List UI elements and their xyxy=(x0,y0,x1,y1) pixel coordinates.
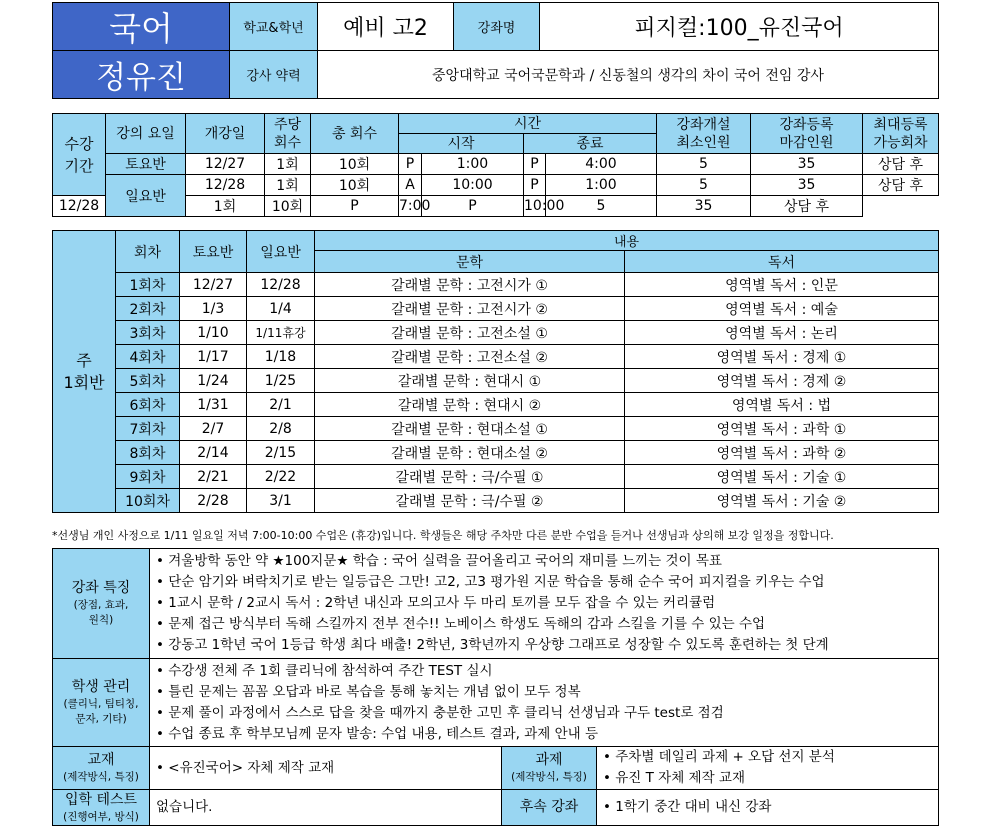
col-reading: 독서 xyxy=(625,251,939,273)
col-start-date: 개강일 xyxy=(186,114,265,154)
entrance-sub: (진행여부, 방식) xyxy=(63,810,139,823)
schedule-row xyxy=(53,297,939,321)
schedule-row xyxy=(53,273,939,297)
period-date: 12/28 xyxy=(53,196,106,217)
col-day: 강의 요일 xyxy=(106,114,186,154)
col-extra: 최대등록 가능회차 xyxy=(863,114,939,154)
schedule-literature: 갈래별 문학 : 극/수필 ② xyxy=(315,489,625,513)
entrance-label xyxy=(53,790,150,826)
schedule-row xyxy=(53,441,939,465)
period-end-ampm: P xyxy=(524,154,546,175)
schedule-session: 6회차 xyxy=(116,393,180,417)
period-end: 10:00 xyxy=(524,196,546,217)
schedule-sun-date: 12/28 xyxy=(247,273,315,297)
grade-label: 학교&학년 xyxy=(230,3,318,51)
schedule-sun-date: 2/1 xyxy=(247,393,315,417)
schedule-reading: 영역별 독서 : 경제 ② xyxy=(625,369,939,393)
period-date: 12/27 xyxy=(186,154,265,175)
schedule-literature: 갈래별 문학 : 현대소설 ② xyxy=(315,441,625,465)
management-item: • 수업 종료 후 학부모님께 문자 발송: 수업 내용, 테스트 결과, 과제 안내 등 xyxy=(156,725,599,742)
col-time: 시간 xyxy=(399,114,657,134)
schedule-reading: 영역별 독서 : 법 xyxy=(625,393,939,417)
period-min: 5 xyxy=(546,196,657,217)
col-total: 총 회수 xyxy=(311,114,399,154)
period-extra: 상담 후 xyxy=(863,175,939,196)
schedule-reading: 영역별 독서 : 예술 xyxy=(625,297,939,321)
schedule-table xyxy=(52,230,939,513)
col-min: 강좌개설 최소인원 xyxy=(657,114,751,154)
col-max: 강좌등록 마감인원 xyxy=(751,114,863,154)
management-item: • 수강생 전체 주 1회 클리닉에 참석하여 주간 TEST 실시 xyxy=(156,662,493,679)
schedule-session: 8회차 xyxy=(116,441,180,465)
schedule-sat-date: 1/17 xyxy=(180,345,247,369)
homework-item: • 주차별 데일리 과제 + 오답 선지 분석 xyxy=(603,749,835,765)
schedule-sat-date: 1/24 xyxy=(180,369,247,393)
period-date: 12/28 xyxy=(186,175,265,196)
schedule-side-label: 주 1회반 xyxy=(53,231,116,513)
period-start: 10:00 xyxy=(422,175,524,196)
schedule-sun-date: 1/11휴강 xyxy=(247,321,315,345)
schedule-literature: 갈래별 문학 : 고전소설 ② xyxy=(315,345,625,369)
period-end: 1:00 xyxy=(546,175,657,196)
schedule-literature: 갈래별 문학 : 현대소설 ① xyxy=(315,417,625,441)
period-table xyxy=(52,113,939,217)
entrance-title: 입학 테스트 xyxy=(64,791,138,808)
schedule-session: 4회차 xyxy=(116,345,180,369)
schedule-note: *선생님 개인 사정으로 1/11 일요일 저녁 7:00-10:00 수업은 (휴강)입니다. 학생들은 해당 주차만 다른 분반 수업을 듣거나 선생님과 상의해 보강 일정을 정합니다. xyxy=(52,529,834,542)
management-sub: (클리닉, 팀티칭, 문자, 기타) xyxy=(63,698,139,725)
schedule-literature: 갈래별 문학 : 고전시가 ② xyxy=(315,297,625,321)
schedule-session: 1회차 xyxy=(116,273,180,297)
feature-item: • 겨울방학 동안 약 ★100지문★ 학습 : 국어 실력을 끌어올리고 국어의 재미를 느끼는 것이 목표 xyxy=(156,553,722,569)
schedule-row xyxy=(53,369,939,393)
profile-label: 강사 약력 xyxy=(230,51,318,99)
period-end-ampm: P xyxy=(524,175,546,196)
period-total: 10회 xyxy=(265,196,311,217)
schedule-session: 5회차 xyxy=(116,369,180,393)
header-table xyxy=(52,2,939,99)
schedule-sun-date: 2/15 xyxy=(247,441,315,465)
period-side-label: 수강 기간 xyxy=(53,114,106,196)
period-min: 5 xyxy=(657,154,751,175)
period-total: 10회 xyxy=(311,154,399,175)
period-max: 35 xyxy=(751,175,863,196)
col-weekly: 주당 회수 xyxy=(265,114,311,154)
period-start: 7:00 xyxy=(399,196,422,217)
schedule-sun-date: 2/22 xyxy=(247,465,315,489)
schedule-reading: 영역별 독서 : 경제 ① xyxy=(625,345,939,369)
course-value: 피지컬:100_유진국어 xyxy=(540,3,939,51)
period-max: 35 xyxy=(751,154,863,175)
features-sub: (장점, 효과, 원칙) xyxy=(73,599,129,626)
entrance-value: 없습니다. xyxy=(150,790,502,826)
info-table xyxy=(52,548,939,826)
feature-item: • 단순 암기와 벼락치기로 받는 일등급은 그만! 고2, 고3 평가원 지문 학습을 통해 순수 국어 피지컬을 키우는 수업 xyxy=(156,574,825,590)
management-label xyxy=(53,659,150,747)
material-label xyxy=(53,747,150,790)
period-extra: 상담 후 xyxy=(863,154,939,175)
followup-value: • 1학기 중간 대비 내신 강좌 xyxy=(597,790,939,826)
period-start-ampm: P xyxy=(311,196,399,217)
homework-label xyxy=(502,747,597,790)
management-list xyxy=(150,659,939,747)
period-min: 5 xyxy=(657,175,751,196)
management-title: 학생 관리 xyxy=(71,679,131,695)
feature-item: • 강동고 1학년 국어 1등급 학생 최다 배출! 2학년, 3학년까지 우상향 그래프로 성장할 수 있도록 훈련하는 첫 단계 xyxy=(156,637,829,653)
schedule-session: 7회차 xyxy=(116,417,180,441)
schedule-sat-date: 2/14 xyxy=(180,441,247,465)
col-session: 회차 xyxy=(116,231,180,273)
followup-label: 후속 강좌 xyxy=(502,790,597,826)
schedule-row xyxy=(53,465,939,489)
period-total: 10회 xyxy=(311,175,399,196)
features-label xyxy=(53,549,150,659)
period-day-sat: 토요반 xyxy=(106,154,186,175)
teacher-cell: 정유진 xyxy=(53,51,230,99)
schedule-reading: 영역별 독서 : 논리 xyxy=(625,321,939,345)
period-end: 4:00 xyxy=(546,154,657,175)
management-item: • 틀린 문제는 꼼꼼 오답과 바로 복습을 통해 놓치는 개념 없이 모두 정복 xyxy=(156,683,581,700)
schedule-row xyxy=(53,417,939,441)
schedule-sun-date: 3/1 xyxy=(247,489,315,513)
col-time-start: 시작 xyxy=(399,134,524,154)
schedule-sat-date: 1/3 xyxy=(180,297,247,321)
schedule-literature: 갈래별 문학 : 극/수필 ① xyxy=(315,465,625,489)
schedule-sat-date: 1/10 xyxy=(180,321,247,345)
material-sub: (제작방식, 특징) xyxy=(63,771,139,783)
period-max: 35 xyxy=(657,196,751,217)
col-literature: 문학 xyxy=(315,251,625,273)
schedule-sun-date: 1/25 xyxy=(247,369,315,393)
schedule-reading: 영역별 독서 : 과학 ② xyxy=(625,441,939,465)
schedule-sun-date: 1/18 xyxy=(247,345,315,369)
feature-item: • 1교시 문학 / 2교시 독서 : 2학년 내신과 모의고사 두 마리 토끼를 모두 잡을 수 있는 커리큘럼 xyxy=(156,595,716,611)
period-day-sun: 일요반 xyxy=(106,175,186,217)
schedule-reading: 영역별 독서 : 과학 ① xyxy=(625,417,939,441)
period-weekly: 1회 xyxy=(265,154,311,175)
period-start-ampm: A xyxy=(399,175,422,196)
schedule-row xyxy=(53,345,939,369)
schedule-reading: 영역별 독서 : 기술 ② xyxy=(625,489,939,513)
schedule-sat-date: 1/31 xyxy=(180,393,247,417)
period-start: 1:00 xyxy=(422,154,524,175)
course-label: 강좌명 xyxy=(454,3,540,51)
period-weekly: 1회 xyxy=(186,196,265,217)
schedule-literature: 갈래별 문학 : 고전시가 ① xyxy=(315,273,625,297)
schedule-sun-date: 2/8 xyxy=(247,417,315,441)
schedule-row xyxy=(53,393,939,417)
feature-item: • 문제 접근 방식부터 독해 스킬까지 전부 전수!! 노베이스 학생도 독해의 감과 스킬을 기를 수 있는 수업 xyxy=(156,616,766,632)
management-item: • 문제 풀이 과정에서 스스로 답을 찾을 때까지 충분한 고민 후 클리닉 선생님과 구두 test로 점검 xyxy=(156,704,724,721)
features-title: 강좌 특징 xyxy=(71,580,131,596)
homework-sub: (제작방식, 특징) xyxy=(511,771,587,783)
schedule-sun-date: 1/4 xyxy=(247,297,315,321)
col-sun: 일요반 xyxy=(247,231,315,273)
schedule-row xyxy=(53,489,939,513)
period-extra: 상담 후 xyxy=(751,196,863,217)
period-start-ampm: P xyxy=(399,154,422,175)
schedule-session: 2회차 xyxy=(116,297,180,321)
schedule-session: 3회차 xyxy=(116,321,180,345)
schedule-sat-date: 2/7 xyxy=(180,417,247,441)
profile-value: 중앙대학교 국어국문학과 / 신동철의 생각의 차이 국어 전임 강사 xyxy=(318,51,939,99)
col-content: 내용 xyxy=(315,231,939,251)
material-value: • <유진국어> 자체 제작 교재 xyxy=(150,747,502,790)
period-end-ampm: P xyxy=(422,196,524,217)
col-time-end: 종료 xyxy=(524,134,657,154)
schedule-reading: 영역별 독서 : 기술 ① xyxy=(625,465,939,489)
grade-value: 예비 고2 xyxy=(318,3,454,51)
subject-cell: 국어 xyxy=(53,3,230,51)
col-sat: 토요반 xyxy=(180,231,247,273)
schedule-sat-date: 12/27 xyxy=(180,273,247,297)
schedule-literature: 갈래별 문학 : 고전소설 ① xyxy=(315,321,625,345)
homework-item: • 유진 T 자체 제작 교재 xyxy=(603,770,745,786)
features-list xyxy=(150,549,939,659)
schedule-row xyxy=(53,321,939,345)
schedule-literature: 갈래별 문학 : 현대시 ① xyxy=(315,369,625,393)
material-title: 교재 xyxy=(87,752,115,768)
schedule-session: 10회차 xyxy=(116,489,180,513)
homework-title: 과제 xyxy=(535,752,563,768)
schedule-literature: 갈래별 문학 : 현대시 ② xyxy=(315,393,625,417)
schedule-reading: 영역별 독서 : 인문 xyxy=(625,273,939,297)
schedule-sat-date: 2/28 xyxy=(180,489,247,513)
homework-list xyxy=(597,747,939,790)
schedule-session: 9회차 xyxy=(116,465,180,489)
period-weekly: 1회 xyxy=(265,175,311,196)
schedule-sat-date: 2/21 xyxy=(180,465,247,489)
